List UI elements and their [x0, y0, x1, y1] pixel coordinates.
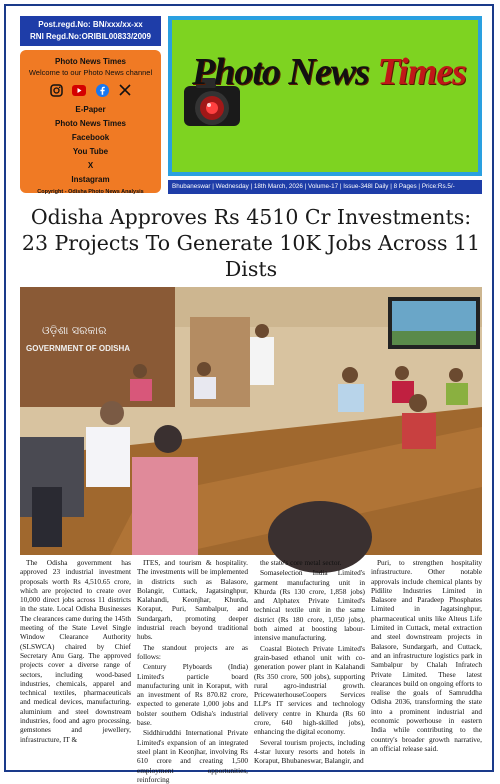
link-youtube[interactable]: You Tube — [72, 147, 109, 156]
youtube-icon[interactable] — [72, 83, 86, 97]
masthead-word-photo: Photo — [192, 51, 280, 93]
masthead-title — [192, 50, 466, 94]
article-column-1 — [20, 558, 131, 764]
link-instagram[interactable]: Instagram — [71, 175, 110, 184]
registration-box — [20, 16, 161, 46]
article-paragraph: Puri, to strengthen hospitality infrastructure. Other notable approvals include chemical plants by Pidilite Industries Limited in Balasore and Paradeep Phosphates Limited in Jagatsinghpur, pharmaceutical units like Alteus Life Limited in Cuttack, metal extraction and steel downstream projects in Balasore, Sundargarh, and Cuttack, and an infrastructure logistics park in Sambalpur by Chalah Infratech Private Limited. These latest clearances build on ongoing efforts to realise the goals of Samruddha Odisha 2036, transforming the state into a prominent industrial and economic powerhouse in eastern India while contributing to the country's broader growth narrative, an official release said. — [371, 558, 482, 753]
promo-title: Photo News Times — [55, 57, 126, 66]
article-column-2 — [137, 558, 248, 784]
article-column-4 — [371, 558, 482, 764]
facebook-icon[interactable] — [95, 83, 109, 97]
post-reg-number: Post.regd.No: BN/xxx/xx-xx — [38, 20, 143, 29]
article-paragraph: Coastal Biotech Private Limited's grain-based ethanol unit with co-generation power plant in Kalahandi (Rs 350 crore, 500 jobs), supporting rural agro-industrial growth. PricewaterhouseCoopers Services LLP's IT services and technology delivery centre in Khurda (Rs 60 crore, 640 high-skilled jobs), enhancing the digital economy. — [254, 643, 365, 737]
social-icons — [20, 83, 161, 97]
copyright-note: Copyright - Odisha Photo News Analysis — [37, 189, 144, 195]
article-paragraph: ITES, and tourism & hospitality. The investments will be implemented in districts such as Balasore, Bolangir, Cuttack, Jagatsinghpur, Kalahandi, Keonjhar, Khurda, Koraput, Puri, Sambalpur, and Sundargarh, promoting deeper industrial reach beyond traditional hubs. — [137, 558, 248, 642]
article-paragraph: the state's core metal sector. — [260, 558, 342, 567]
article-column-3 — [254, 558, 365, 764]
promo-welcome: Welcome to our Photo News channel — [28, 68, 153, 77]
main-headline: Odisha Approves Rs 4510 Cr Investments: 23 Projects To Generate 10K Jobs Across 11 Dists — [21, 205, 481, 281]
article-paragraph: The standout projects are as follows: — [137, 642, 248, 661]
x-icon[interactable] — [118, 83, 132, 97]
issue-dateline: Bhubaneswar | Wednesday | 18th March, 2026 | Volume-17 | Issue-348I Daily | 8 Pages | Price:Rs.5/- — [168, 180, 482, 194]
wall-sign-odia: ଓଡ଼ିଶା ସରକାର — [42, 324, 107, 337]
rni-reg-number: RNI Regd.No:ORIBIL00833/2009 — [30, 32, 151, 41]
article-body — [20, 558, 482, 784]
link-epaper[interactable]: E-Paper — [75, 105, 106, 114]
masthead-word-times: Times — [377, 51, 466, 93]
link-x[interactable]: X — [87, 161, 94, 170]
masthead — [168, 16, 482, 176]
channel-promo-box — [20, 50, 161, 193]
article-paragraph: Somaselection India Limited's garment manufacturing unit in Khurda (Rs 130 crore, 1,858 jobs) and Alphatex Private Limited's technical textile unit in the same district (Rs 180 crore, 1,050 jobs), both aimed at boosting labour-intensive manufacturing. — [254, 568, 365, 643]
link-facebook[interactable]: Facebook — [71, 133, 110, 142]
article-paragraph: Siddhiruddhi International Private Limited's expansion of an integrated steel plant in Keonjhar, involving Rs 610 crore and creating 1,500 employment opportunities, reinforcing — [137, 728, 248, 784]
article-paragraph: The Odisha government has approved 23 industrial investment proposals worth Rs 4,510.65 crore, which are projected to create over 10,000 direct jobs across 11 districts in the state. Local Odisha Businesses The clearances came during the 145th meeting of the State Level Single Window Clearance Authority (SLSWCA) chaired by Chief Secretary Anu Garg. The approved projects cover a diverse range of sectors, including wood-based industries, chemicals, apparel and technical textiles, pharmaceuticals and medical devices, manufacturing, aluminium and steel downstream industries, food and agro processing, gemstones and jewellery, infrastructure, IT & — [20, 558, 131, 744]
instagram-icon[interactable] — [49, 83, 63, 97]
wall-sign-english: GOVERNMENT OF ODISHA — [26, 344, 131, 353]
meeting-photo — [20, 287, 482, 555]
article-paragraph: Century Plyboards (India) Limited's particle board manufacturing unit in Koraput, with an investment of Rs 870.82 crore, expected to generate 1,000 jobs and bolster southern Odisha's industrial base. — [137, 662, 248, 728]
link-photo-news-times[interactable]: Photo News Times — [55, 119, 126, 128]
masthead-word-news: News — [288, 51, 369, 93]
article-paragraph: Several tourism projects, including 4-star luxury resorts and hotels in Koraput, Bhubaneswar, Balangir, and — [254, 737, 365, 766]
